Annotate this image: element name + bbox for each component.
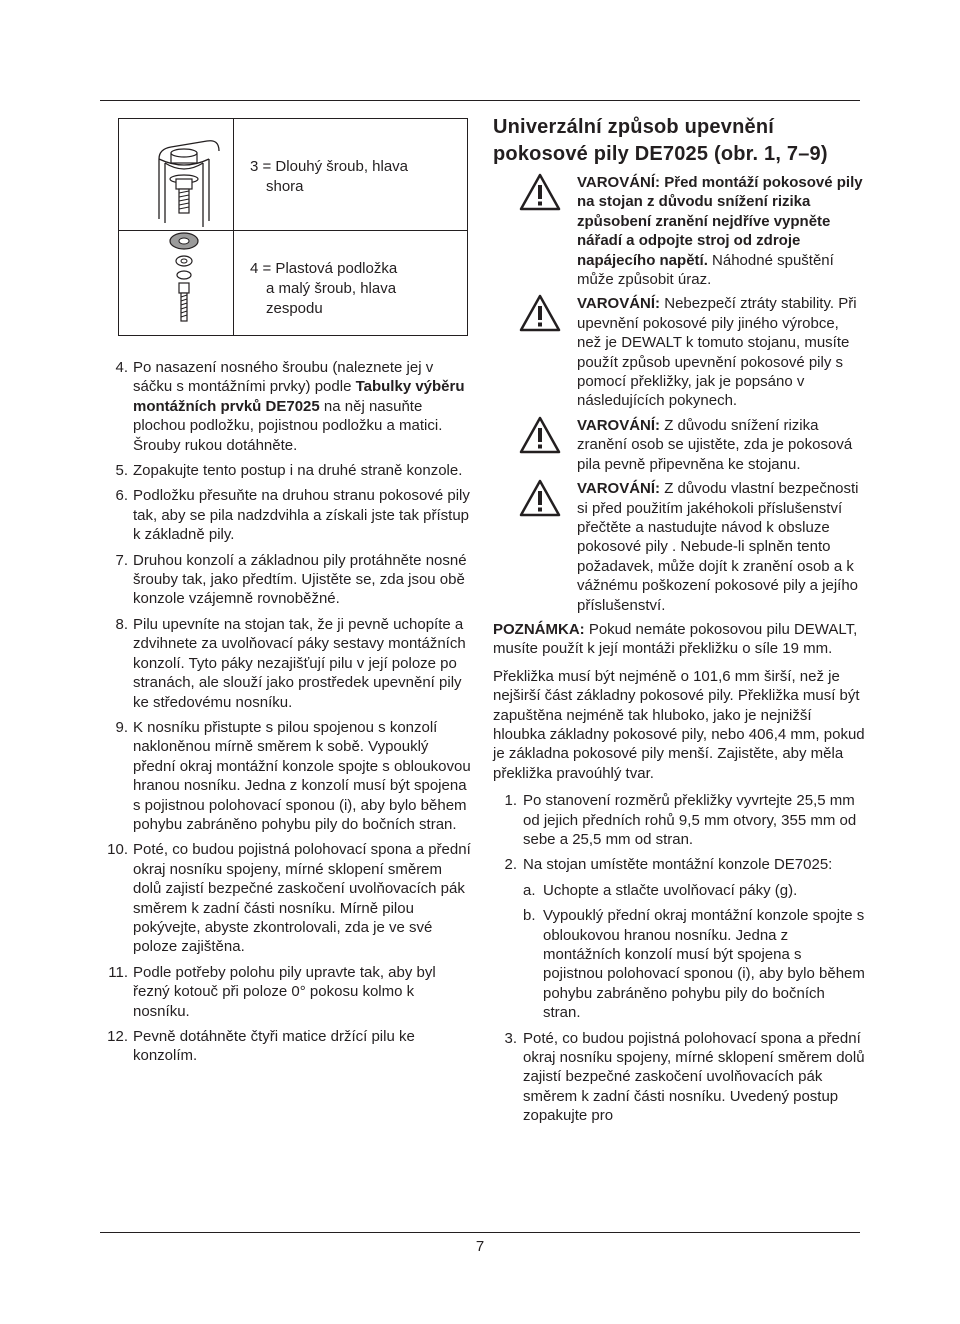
parts-row-3-text: 3 = Dlouhý šroub, hlava shora	[250, 158, 409, 195]
list-item: 11. Podle potřeby polohu pily upravte tak, aby byl řezný kotouč při poloze 0° pokosu kolmo k nosníku.	[108, 963, 436, 1020]
warning-block: VAROVÁNÍ: Před montáží pokosové pily na stojan z důvodu snížení rizika způsobení zranění nejdříve vypněte nářadí a odpojte stroj od zdroje napájecího napětí. Náhodné spuštění může způsobit úraz.	[493, 173, 865, 289]
list-item: 6. Podložku přesuňte na druhou stranu pokosové pily tak, aby se pila nadzdvihla a získali jste tak přístup k základně pily.	[115, 487, 470, 544]
note-paragraph: POZNÁMKA: Pokud nemáte pokosovou pilu DEWALT, musíte použít k její montáži překližku o síle 19 mm.	[493, 620, 858, 658]
list-item: 7. Druhou konzolí a základnou pily protáhněte nosné šrouby tak, jako předtím. Ujistěte se, zda jsou obě konzole vzájemně rovnoběžné.	[115, 551, 467, 608]
warning-triangle-icon	[519, 479, 561, 517]
parts-row-4-text: 4 = Plastová podložka a malý šroub, hlava zespodu	[250, 260, 398, 317]
list-item: 12. Pevně dotáhněte čtyři matice držící pilu ke konzolím.	[107, 1028, 415, 1065]
long-bolt-head-top-icon	[119, 119, 233, 230]
section-heading: Univerzální způsob upevnění pokosové pily DE7025 (obr. 1, 7–9)	[493, 116, 828, 165]
list-item: 8. Pilu upevníte na stojan tak, že ji pevně uchopíte a zdvihnete za uvolňovací páky sestavy montážních konzolí. Tyto páky nezajišťují pilu v její poloze po stranách, ale slouží jako prostředek upevnění pily ke středovému nosníku.	[115, 615, 466, 711]
plastic-washer-small-bolt-icon	[119, 231, 233, 336]
page-number: 7	[475, 1238, 485, 1255]
list-item: 5. Zopakujte tento postup i na druhé straně konzole.	[115, 462, 463, 480]
list-item: 9. K nosníku přistupte s pilou spojenou s konzolí nakloněnou mírně směrem k sobě. Vypouklý přední okraj montážní konzole spojte s obloukovou hranou nosníku. Jedna z konzolí musí být spojena s pojistnou polohovací sponou (i), aby bylo během pohybu zabráněno pohybu pily do bočních stran.	[115, 718, 471, 833]
list-item: 10. Poté, co budou pojistná polohovací spona a přední okraj nosníku spojeny, mírné sklopení směrem dolů zajistí bezpečné zaskočení uvolňovacích pák směrem k zadní části nosníku. Mírně pilou pokývejte, abyste zkontrolovali, zda je ve své poloze zajištěna.	[107, 841, 471, 956]
warning-triangle-icon	[519, 416, 561, 454]
left-column-steps	[104, 358, 474, 1072]
parts-table	[118, 118, 468, 336]
warning-block: VAROVÁNÍ: Z důvodu vlastní bezpečnosti si před použitím jakéhokoli příslušenství přečtěte a nastudujte návod k obsluze pokosové pily . Nebude-li splněn tento požadavek, může dojít k zranění osob a k vážnému poškození pokosové pily a jejího příslušenství.	[493, 479, 865, 615]
sub-list-item: a. Uchopte a stlačte uvolňovací páky (g).	[523, 881, 798, 899]
warning-triangle-icon	[519, 294, 561, 332]
right-column	[493, 114, 865, 1132]
top-rule	[100, 100, 860, 101]
bottom-rule	[100, 1232, 860, 1233]
sub-list-item: b. Vypouklý přední okraj montážní konzole spojte s obloukovou hranou nosníku. Jedna z montážních konzolí musí být spojena s pojistnou polohovací sponou (i), aby bylo během pohybu zabráněno pohybu pily do bočních stran.	[523, 907, 865, 1022]
list-item: 3. Poté, co budou pojistná polohovací spona a přední okraj nosníku spojeny, mírné sklopení směrem dolů zajistí bezpečné zaskočení uvolňovacích pák směrem k zadní části nosníku. Uvedený postup zopakujte pro	[504, 1029, 865, 1125]
list-item: 2. Na stojan umístěte montážní konzole DE7025:	[504, 856, 833, 874]
warning-triangle-icon	[519, 173, 561, 211]
list-item: 1. Po stanovení rozměrů překližky vyvrtejte 25,5 mm od jejich předních rohů 9,5 mm otvory, 355 mm od sebe a 25,5 mm od stran.	[504, 792, 857, 848]
warning-block: VAROVÁNÍ: Nebezpečí ztráty stability. Při upevnění pokosové pily jiného výrobce, než je DEWALT k tomuto stojanu, musíte použít způsob upevnění pokosové pily s pomocí překližky, jak je popsáno v následujících pokynech.	[493, 294, 865, 410]
list-item: 4. Po nasazení nosného šroubu (naleznete jej v sáčku s montážními prvky) podle Tabulky výběru montážních prvků DE7025 na něj nasuňte plochou podložku, pojistnou podložku a matici. Šrouby rukou dotáhněte.	[115, 359, 465, 454]
plywood-paragraph: Překližka musí být nejméně o 101,6 mm širší, než je nejširší část základny pokosové pily. Překližka musí být zapuštěna nejméně tak hluboko, jako je nejnižší hloubka základny pokosové pily, nebo 406,4 mm, pokud je základna pokosové pily menší. Zajistěte, aby měla překližka pravoúhlý tvar.	[493, 667, 865, 782]
warning-block: VAROVÁNÍ: Z důvodu snížení rizika zranění osob se ujistěte, zda je pokosová pila pevně připevněna ke stojanu.	[493, 416, 865, 474]
